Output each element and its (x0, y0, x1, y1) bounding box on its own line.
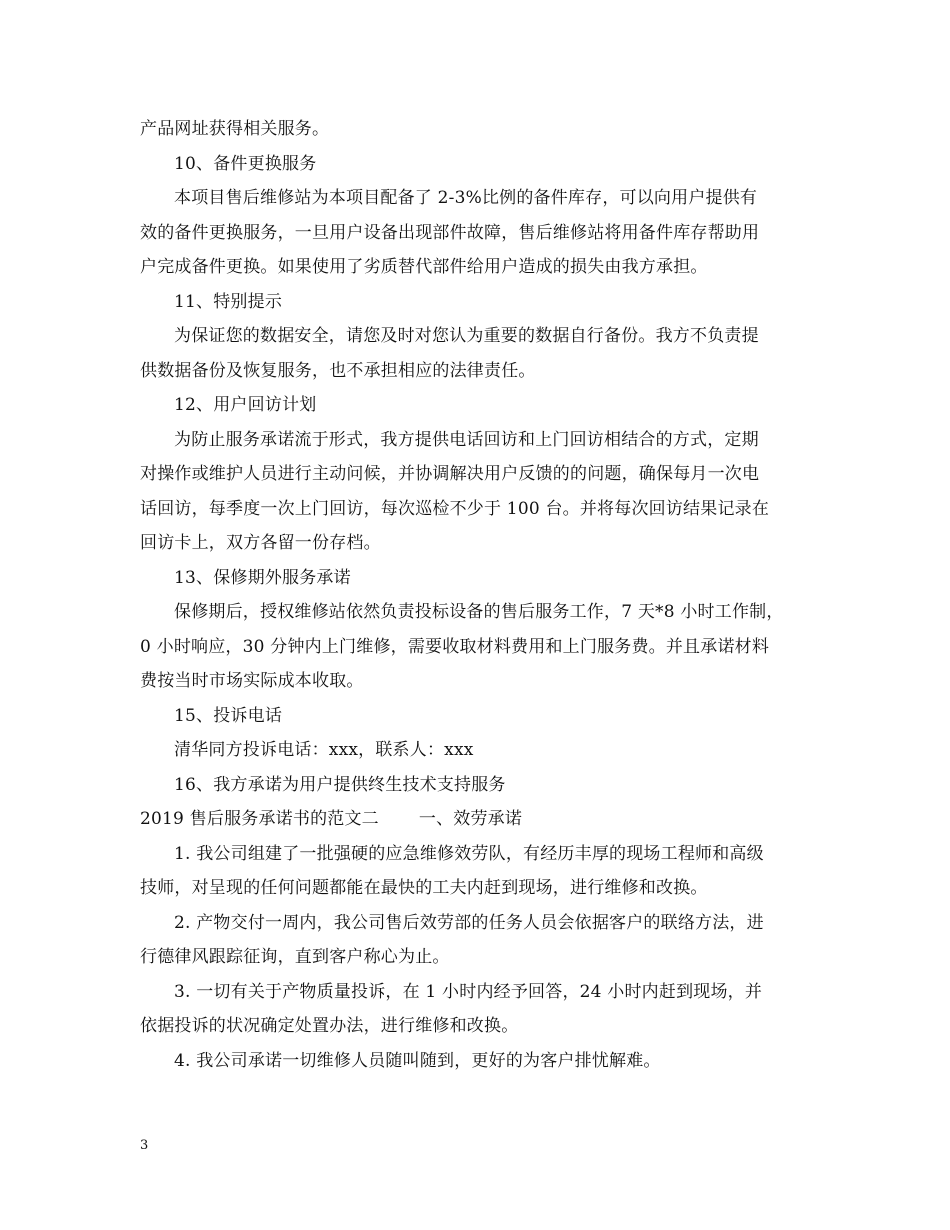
text-line: 保修期后，授权维修站依然负责投标设备的售后服务工作，7 天*8 小时工作制， (174, 602, 784, 622)
text-line: 11、特别提示 (174, 291, 283, 312)
text-line: 0 小时响应，30 分钟内上门维修，需要收取材料费用和上门服务费。并且承诺材料 (140, 636, 770, 657)
text-line: 3. 一切有关于产物质量投诉，在 1 小时内经予回答，24 小时内赶到现场，并 (174, 981, 763, 1002)
text-line: 供数据备份及恢复服务，也不承担相应的法律责任。 (140, 360, 536, 381)
text-line: 为保证您的数据安全，请您及时对您认为重要的数据自行备份。我方不负责提 (174, 326, 759, 346)
text-line: 13、保修期外服务承诺 (174, 567, 351, 588)
text-line: 话回访，每季度一次上门回访，每次巡检不少于 100 台。并将每次回访结果记录在 (140, 498, 770, 519)
text-line: 本项目售后维修站为本项目配备了 2-3%比例的备件库存，可以向用户提供有 (174, 188, 758, 208)
text-line: 费按当时市场实际成本收取。 (140, 671, 364, 691)
text-line: 行德律风跟踪征询，直到客户称心为止。 (140, 947, 450, 967)
text-line: 户完成备件更换。如果使用了劣质替代部件给用户造成的损失由我方承担。 (140, 257, 708, 277)
text-line: 产品网址获得相关服务。 (140, 119, 330, 139)
document-body (140, 112, 820, 1078)
text-line: 2019 售后服务承诺书的范文二 一、效劳承诺 (140, 809, 523, 829)
text-line: 4. 我公司承诺一切维修人员随叫随到，更好的为客户排忧解难。 (174, 1050, 661, 1071)
text-line: 10、备件更换服务 (174, 153, 317, 174)
page-number: 3 (140, 1138, 149, 1153)
text-line: 15、投诉电话 (174, 705, 283, 726)
text-line: 为防止服务承诺流于形式，我方提供电话回访和上门回访相结合的方式，定期 (174, 429, 759, 450)
text-line: 技师，对呈现的任何问题都能在最快的工夫内赶到现场，进行维修和改换。 (140, 878, 708, 898)
text-line: 对操作或维护人员进行主动问候，并协调解决用户反馈的的问题，确保每月一次电 (140, 464, 760, 484)
text-line: 12、用户回访计划 (174, 395, 317, 415)
text-line: 效的备件更换服务，一旦用户设备出现部件故障，售后维修站将用备件库存帮助用 (140, 222, 760, 243)
text-line: 依据投诉的状况确定处置办法，进行维修和改换。 (140, 1016, 519, 1036)
text-line: 回访卡上，双方各留一份存档。 (140, 533, 381, 553)
text-line: 16、我方承诺为用户提供终生技术支持服务 (174, 774, 506, 795)
text-line: 1. 我公司组建了一批强硬的应急维修效劳队，有经历丰厚的现场工程师和高级 (174, 843, 764, 864)
text-line: 2. 产物交付一周内，我公司售后效劳部的任务人员会依据客户的联络方法，进 (174, 912, 764, 933)
text-line: 清华同方投诉电话：xxx，联系人：xxx (174, 740, 474, 760)
